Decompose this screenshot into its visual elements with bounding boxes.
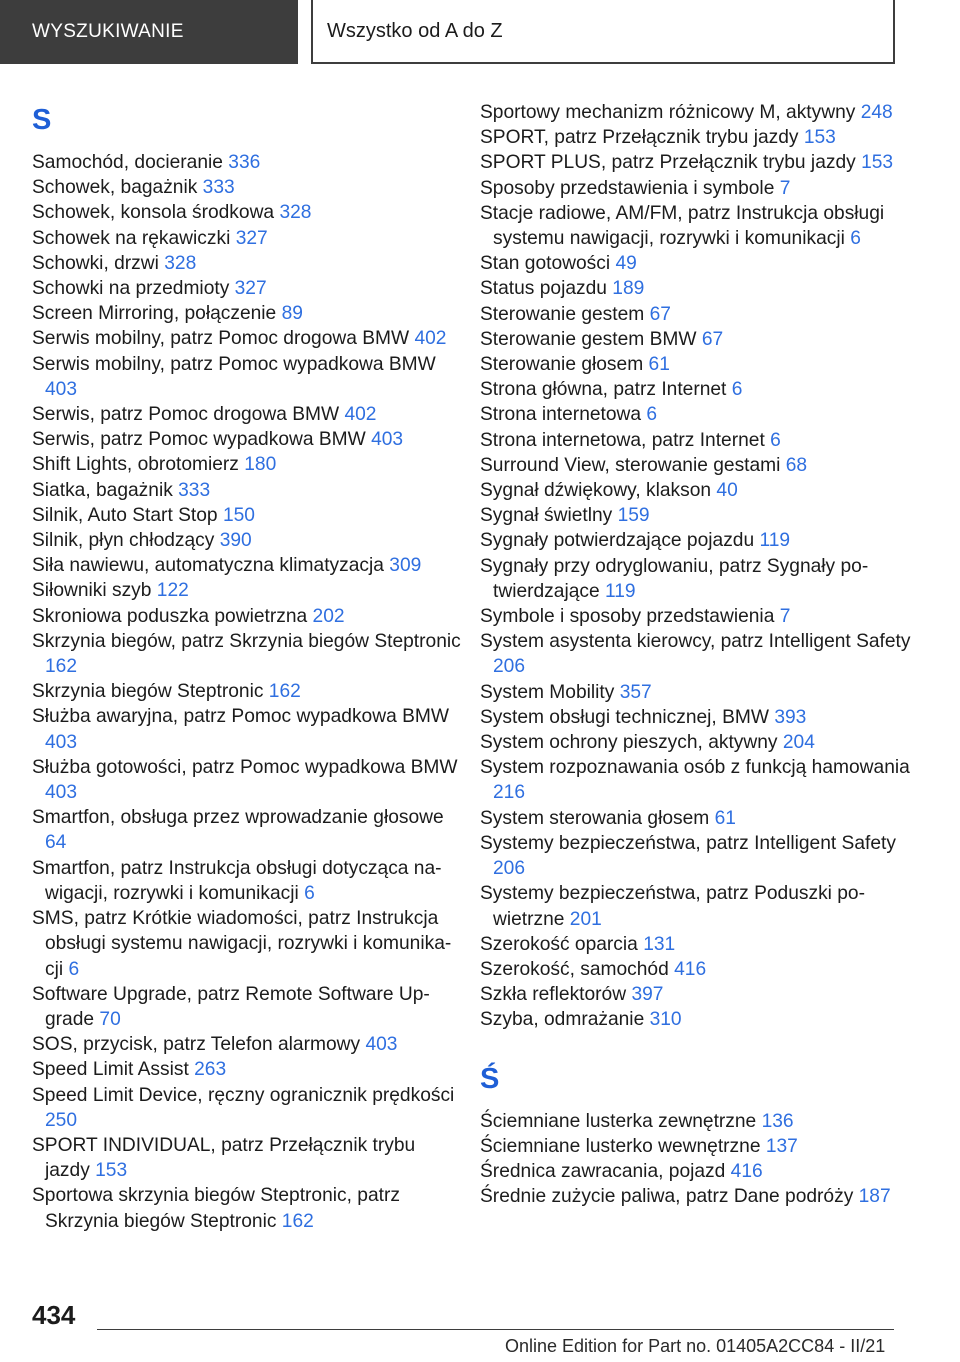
index-entry-text: Status pojazdu <box>480 278 607 300</box>
index-entry <box>32 276 462 301</box>
index-entry <box>32 805 462 855</box>
index-entry-text: Szkła reflektorów <box>480 984 627 1006</box>
page-reference-link[interactable]: 402 <box>414 328 447 350</box>
index-entry <box>480 1159 920 1184</box>
index-entry <box>480 150 920 175</box>
index-entry-text: Screen Mirroring, połączenie <box>32 303 277 325</box>
page-reference-link[interactable]: 61 <box>648 354 670 376</box>
index-entry <box>480 453 920 478</box>
index-entry-text: Szerokość oparcia <box>480 933 638 955</box>
index-entry <box>480 1134 920 1159</box>
page-reference-link[interactable]: 333 <box>178 479 211 501</box>
page-reference-link[interactable]: 327 <box>235 227 268 249</box>
page-reference-link[interactable]: 403 <box>365 1034 398 1056</box>
index-entry-text: Średnie zużycie paliwa, patrz Dane podróży <box>480 1186 854 1208</box>
page-reference-link[interactable]: 61 <box>714 807 736 829</box>
index-entry <box>480 503 920 528</box>
index-entry-text: Systemy bezpieczeństwa, patrz Poduszki powietrzne <box>480 883 865 930</box>
page-reference-link[interactable]: 159 <box>617 505 650 527</box>
page-reference-link[interactable]: 6 <box>850 228 861 250</box>
index-entry-text: Schowek, bagażnik <box>32 177 198 199</box>
index-entry-list <box>480 1109 920 1210</box>
index-entry-text: System Mobility <box>480 681 615 703</box>
index-entry <box>480 982 920 1007</box>
page-reference-link[interactable]: 131 <box>643 933 676 955</box>
page-number: 434 <box>32 1300 76 1330</box>
page-reference-link[interactable]: 187 <box>858 1186 891 1208</box>
index-entry <box>32 755 462 805</box>
index-entry <box>480 125 920 150</box>
index-entry <box>32 1057 462 1082</box>
index-entry-text: System rozpoznawania osób z funkcją hamowania <box>480 757 910 779</box>
page-reference-link[interactable]: 162 <box>45 656 78 678</box>
index-entry-text: Służba awaryjna, patrz Pomoc wypadkowa BMW <box>32 706 449 728</box>
page-reference-link[interactable]: 67 <box>701 328 724 350</box>
page-reference-link[interactable]: 216 <box>493 782 526 804</box>
chapter-title: Wszystko od A do Z <box>311 0 895 64</box>
page-reference-link[interactable]: 153 <box>803 127 836 149</box>
index-entry <box>480 302 920 327</box>
page-reference-link[interactable]: 248 <box>860 102 893 123</box>
page-reference-link[interactable]: 153 <box>861 152 894 174</box>
index-entry-text: Skrzynia biegów Steptronic <box>32 681 264 703</box>
index-entry <box>480 478 920 503</box>
page-reference-link[interactable]: 150 <box>222 504 255 526</box>
edition-footer: Online Edition for Part no. 01405A2CC84 - II/21 <box>505 1336 886 1356</box>
index-entry <box>480 276 920 301</box>
index-entry-text: Średnica zawracania, pojazd <box>480 1160 726 1182</box>
page-reference-link[interactable]: 7 <box>779 177 791 199</box>
index-entry <box>480 352 920 377</box>
index-entry <box>480 100 920 125</box>
index-entry <box>480 201 920 251</box>
page-reference-link[interactable]: 119 <box>759 530 791 552</box>
index-entry <box>480 176 920 201</box>
index-entry <box>32 856 462 906</box>
index-entry-text: Samochód, docieranie <box>32 152 223 173</box>
index-entry-text: Strona główna, patrz Internet <box>480 379 727 401</box>
index-entry <box>32 478 462 503</box>
page-reference-link[interactable]: 153 <box>95 1160 128 1182</box>
index-entry-text: Surround View, sterowanie gestami <box>480 454 781 476</box>
index-entry <box>32 301 462 326</box>
index-entry-text: SPORT INDIVIDUAL, patrz Przełącznik trybu jazdy <box>32 1134 416 1182</box>
index-entry <box>32 326 462 351</box>
index-entry-text: Strona internetowa, patrz Internet <box>480 429 765 451</box>
index-entry <box>32 1183 462 1233</box>
index-entry <box>480 377 920 402</box>
page-reference-link[interactable]: 6 <box>68 958 80 980</box>
index-entry-text: Sterowanie gestem <box>480 303 645 325</box>
index-entry <box>32 352 462 402</box>
index-entry <box>32 175 462 200</box>
index-entry-text: Siatka, bagażnik <box>32 479 173 501</box>
index-entry-text: Shift Lights, obrotomierz <box>32 454 239 476</box>
index-entry-text: SOS, przycisk, patrz Telefon alarmowy <box>32 1034 361 1056</box>
page-reference-link[interactable]: 336 <box>228 152 261 173</box>
index-entry-text: Smartfon, patrz Instrukcja obsługi dotycząca nawigacji, rozrywki i komunikacji <box>32 857 442 904</box>
index-entry <box>480 528 920 553</box>
index-entry-text: Schowki na przedmioty <box>32 278 230 300</box>
footer-divider <box>97 1329 894 1330</box>
index-entry-text: Schowek, konsola środkowa <box>32 202 275 224</box>
index-entry-text: Silnik, Auto Start Stop <box>32 504 218 526</box>
index-entry-text: System sterowania głosem <box>480 807 710 829</box>
index-entry-text: SPORT, patrz Przełącznik trybu jazdy <box>480 127 799 149</box>
index-entry <box>480 327 920 352</box>
index-entry-text: Sygnały przy odryglowaniu, patrz Sygnały potwierdzające <box>480 555 869 602</box>
index-entry-text: Serwis mobilny, patrz Pomoc drogowa BMW <box>32 328 410 350</box>
index-entry-text: System obsługi technicznej, BMW <box>480 706 769 728</box>
page-reference-link[interactable]: 67 <box>649 303 671 325</box>
index-entry <box>32 402 462 427</box>
index-entry-text: Symbole i sposoby przedstawienia <box>480 606 775 628</box>
page-reference-link[interactable]: 416 <box>730 1160 763 1182</box>
page-reference-link[interactable]: 333 <box>202 177 235 199</box>
page-reference-link[interactable]: 357 <box>619 681 652 703</box>
index-entry-text: Schowek na rękawiczki <box>32 227 231 249</box>
index-entry-text: System ochrony pieszych, aktywny <box>480 732 778 754</box>
page-reference-link[interactable]: 6 <box>770 429 781 451</box>
page-reference-link[interactable]: 49 <box>615 253 637 275</box>
index-entry-text: Szyba, odmrażanie <box>480 1009 645 1031</box>
page-reference-link[interactable]: 162 <box>268 681 301 703</box>
index-entry-text: Sygnały potwierdzające pojazdu <box>480 530 755 552</box>
index-entry <box>480 251 920 276</box>
index-entry-list <box>480 100 920 1033</box>
index-entry <box>480 680 920 705</box>
page-header <box>0 0 960 66</box>
index-entry <box>480 755 920 805</box>
index-entry <box>32 578 462 603</box>
index-entry-text: Sygnał świetlny <box>480 505 613 527</box>
page-reference-link[interactable]: 64 <box>45 832 67 854</box>
index-entry <box>32 679 462 704</box>
index-entry <box>32 604 462 629</box>
index-entry-text: Ściemniane lusterko wewnętrzne <box>480 1135 761 1157</box>
index-entry <box>480 402 920 427</box>
page-reference-link[interactable]: 328 <box>279 202 312 224</box>
index-entry <box>32 906 462 982</box>
index-entry <box>32 1032 462 1057</box>
page-reference-link[interactable]: 6 <box>304 882 315 904</box>
index-entry-text: Software Upgrade, patrz Remote Software Upgrade <box>32 983 430 1030</box>
index-entry <box>32 528 462 553</box>
index-entry <box>480 1109 920 1134</box>
index-entry <box>32 704 462 754</box>
index-entry-text: Sposoby przedstawienia i symbole <box>480 177 775 199</box>
page-reference-link[interactable]: 250 <box>45 1109 78 1131</box>
index-entry-text: Skroniowa poduszka powietrzna <box>32 605 308 627</box>
index-entry-text: Stacje radiowe, AM/FM, patrz Instrukcja obsługi systemu nawigacji, rozrywki i komunikacji <box>480 202 885 250</box>
section-tab[interactable]: WYSZUKIWANIE <box>0 0 298 64</box>
page-reference-link[interactable]: 327 <box>234 278 267 300</box>
index-entry-text: Smartfon, obsługa przez wprowadzanie głosowe <box>32 807 444 829</box>
page-reference-link[interactable]: 403 <box>371 429 404 451</box>
index-column-left <box>32 98 462 1234</box>
page-reference-link[interactable]: 310 <box>649 1009 682 1031</box>
index-column-right <box>480 100 920 1209</box>
page-reference-link[interactable]: 202 <box>312 605 345 627</box>
index-entry <box>32 226 462 251</box>
page-reference-link[interactable]: 40 <box>716 480 738 502</box>
page-reference-link[interactable]: 328 <box>164 252 197 274</box>
index-letter-heading: Ś <box>480 1062 500 1095</box>
index-entry <box>480 831 920 881</box>
index-entry-text: Siłowniki szyb <box>32 580 152 602</box>
page-reference-link[interactable]: 7 <box>779 606 791 628</box>
index-entry <box>32 427 462 452</box>
index-entry-text: Sportowy mechanizm różnicowy M, aktywny <box>480 102 856 123</box>
index-entry <box>32 200 462 225</box>
index-entry <box>32 553 462 578</box>
index-entry-text: Służba gotowości, patrz Pomoc wypadkowa BMW <box>32 756 458 778</box>
index-entry <box>480 730 920 755</box>
index-entry <box>32 150 462 175</box>
index-entry <box>480 932 920 957</box>
index-entry-text: Siła nawiewu, automatyczna klimatyzacja <box>32 555 384 577</box>
index-entry-text: Szerokość, samochód <box>480 958 669 980</box>
page-reference-link[interactable]: 122 <box>156 580 189 602</box>
page-reference-link[interactable]: 206 <box>493 858 526 880</box>
index-entry-text: Serwis, patrz Pomoc wypadkowa BMW <box>32 429 366 451</box>
page-reference-link[interactable]: 6 <box>731 379 743 401</box>
page-reference-link[interactable]: 68 <box>785 454 808 476</box>
index-entry <box>32 251 462 276</box>
page-reference-link[interactable]: 309 <box>389 555 422 577</box>
index-entry-text: Serwis mobilny, patrz Pomoc wypadkowa BMW <box>32 353 436 375</box>
index-entry <box>32 452 462 477</box>
index-entry-text: Sygnał dźwiękowy, klakson <box>480 480 712 502</box>
page-reference-link[interactable]: 189 <box>612 278 645 300</box>
index-entry <box>32 503 462 528</box>
index-entry-text: Serwis, patrz Pomoc drogowa BMW <box>32 404 340 426</box>
index-entry <box>32 1083 462 1133</box>
page-reference-link[interactable]: 390 <box>219 530 252 552</box>
index-entry <box>480 428 920 453</box>
index-entry-text: Sterowanie głosem <box>480 354 644 376</box>
index-entry <box>32 1133 462 1183</box>
page-reference-link[interactable]: 206 <box>493 656 526 678</box>
index-entry <box>480 629 920 679</box>
index-entry <box>480 881 920 931</box>
index-entry-text: Sportowa skrzynia biegów Steptronic, patrz Skrzynia biegów Steptronic <box>32 1185 400 1232</box>
index-entry-text: Strona internetowa <box>480 404 642 426</box>
page-reference-link[interactable]: 263 <box>194 1059 227 1081</box>
index-entry <box>480 1184 920 1209</box>
page-reference-link[interactable]: 416 <box>674 958 707 980</box>
index-entry-text: Speed Limit Assist <box>32 1059 189 1081</box>
index-entry <box>480 554 920 604</box>
page-reference-link[interactable]: 201 <box>569 908 602 930</box>
page-reference-link[interactable]: 403 <box>45 378 78 400</box>
index-entry-text: Skrzynia biegów, patrz Skrzynia biegów Steptronic <box>32 630 461 652</box>
index-entry <box>480 705 920 730</box>
page-reference-link[interactable]: 393 <box>774 706 807 728</box>
page-reference-link[interactable]: 180 <box>244 454 277 476</box>
index-entry-text: Schowki, drzwi <box>32 252 159 274</box>
index-entry <box>32 629 462 679</box>
index-entry <box>480 957 920 982</box>
index-entry-text: Systemy bezpieczeństwa, patrz Intelligent Safety <box>480 832 896 854</box>
index-entry-text: SMS, patrz Krótkie wiadomości, patrz Instrukcja obsługi systemu nawigacji, rozrywki i komunikacji <box>32 908 452 980</box>
index-entry <box>32 982 462 1032</box>
index-entry-text: Ściemniane lusterka zewnętrzne <box>480 1110 757 1132</box>
index-entry <box>480 604 920 629</box>
page-reference-link[interactable]: 70 <box>99 1008 121 1030</box>
index-letter-heading: S <box>32 104 52 136</box>
page-reference-link[interactable]: 402 <box>344 404 377 426</box>
page-reference-link[interactable]: 403 <box>45 731 78 753</box>
index-entry <box>480 1007 920 1032</box>
page-reference-link[interactable]: 136 <box>761 1110 794 1132</box>
index-entry-list <box>32 150 462 1234</box>
page-reference-link[interactable]: 397 <box>631 984 664 1006</box>
index-entry-text: Sterowanie gestem BMW <box>480 328 697 350</box>
page-reference-link[interactable]: 119 <box>605 580 636 602</box>
index-entry <box>480 806 920 831</box>
page-reference-link[interactable]: 204 <box>782 732 815 754</box>
index-entry-text: Stan gotowości <box>480 253 611 275</box>
index-entry-text: Speed Limit Device, ręczny ogranicznik prędkości <box>32 1084 455 1106</box>
index-entry-text: Silnik, płyn chłodzący <box>32 530 215 552</box>
page-reference-link[interactable]: 162 <box>281 1210 314 1232</box>
index-entry-text: SPORT PLUS, patrz Przełącznik trybu jazdy <box>480 152 856 174</box>
index-entry-text: System asystenta kierowcy, patrz Intelligent Safety <box>480 631 911 653</box>
page-reference-link[interactable]: 403 <box>45 782 78 804</box>
page-reference-link[interactable]: 137 <box>765 1135 798 1157</box>
page-reference-link[interactable]: 6 <box>646 404 658 426</box>
page-reference-link[interactable]: 89 <box>281 303 303 325</box>
